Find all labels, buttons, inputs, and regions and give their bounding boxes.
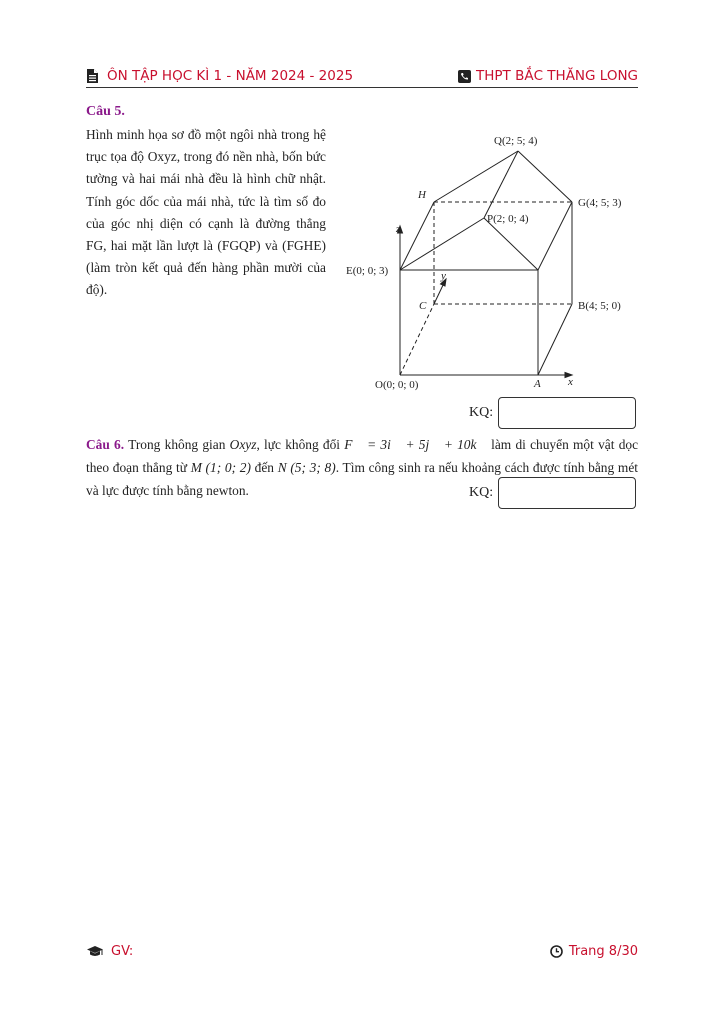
force-vector-expression: F⃗ = 3i⃗ + 5j⃗ + 10k⃗ xyxy=(344,437,487,452)
point-m: M (1; 0; 2) xyxy=(190,460,251,475)
label-b: B(4; 5; 0) xyxy=(578,300,621,312)
label-q: Q(2; 5; 4) xyxy=(494,135,538,147)
label-c: C xyxy=(419,300,427,312)
graduation-cap-icon xyxy=(86,945,104,958)
label-z: z xyxy=(396,223,401,235)
header-title: ÔN TẬP HỌC KÌ 1 - NĂM 2024 - 2025 xyxy=(107,68,354,84)
q6-text-a: Trong không gian xyxy=(128,437,230,452)
document-icon xyxy=(86,69,98,83)
question-6-title: Câu 6. xyxy=(86,437,125,452)
footer-left xyxy=(86,944,133,959)
header-right xyxy=(458,68,638,84)
clock-icon xyxy=(550,945,563,958)
answer-box-q6[interactable] xyxy=(498,477,636,509)
phone-icon xyxy=(458,70,471,83)
q6-text-c: làm di chuyển một vật dọc theo đoạn thẳng từ xyxy=(86,437,639,475)
label-g: G(4; 5; 3) xyxy=(578,197,622,209)
teacher-label: GV: xyxy=(111,944,134,959)
label-h: H xyxy=(418,189,426,201)
question-5-answer xyxy=(469,397,636,429)
page-header xyxy=(86,68,638,88)
q6-text-d: đến xyxy=(250,460,278,475)
page-number: Trang 8/30 xyxy=(568,944,638,959)
page-footer xyxy=(86,944,638,962)
kq-label: KQ: xyxy=(469,485,494,500)
point-n: N (5; 3; 8) xyxy=(277,460,336,475)
label-o: O(0; 0; 0) xyxy=(375,379,419,391)
q6-oxyz: Oxyz xyxy=(229,437,257,452)
label-a: A xyxy=(534,378,541,390)
footer-right xyxy=(550,944,638,959)
answer-box-q5[interactable] xyxy=(498,397,636,429)
label-e: E(0; 0; 3) xyxy=(346,265,389,277)
header-left xyxy=(86,68,353,84)
question-5-text: Hình minh họa sơ đồ một ngôi nhà trong hệ trục tọa độ Oxyz, trong đó nền nhà, bốn bức tường và hai mái nhà đều là hình chữ nhật. Tính góc dốc của mái nhà, tức là tìm số đo của góc nhị diện có cạnh là đường thẳng FG, hai mặt lần lượt là (FGQP) và (FGHE) (làm tròn kết quả đến hàng phần mười của độ). xyxy=(86,127,326,298)
q6-text-b: , lực không đổi xyxy=(256,437,345,452)
kq-label: KQ: xyxy=(469,405,494,420)
question-6-answer xyxy=(469,477,636,509)
label-y: y xyxy=(441,270,446,282)
q6-text-e: . Tìm công sinh ra nếu khoảng cách được tính bằng mét và lực được tính bằng newton. xyxy=(86,460,638,498)
question-5-title: Câu 5. xyxy=(86,104,125,119)
school-name: THPT BẮC THĂNG LONG xyxy=(476,68,638,84)
label-x: x xyxy=(568,376,573,388)
house-3d-figure xyxy=(330,120,640,395)
label-p: P(2; 0; 4) xyxy=(487,213,529,225)
